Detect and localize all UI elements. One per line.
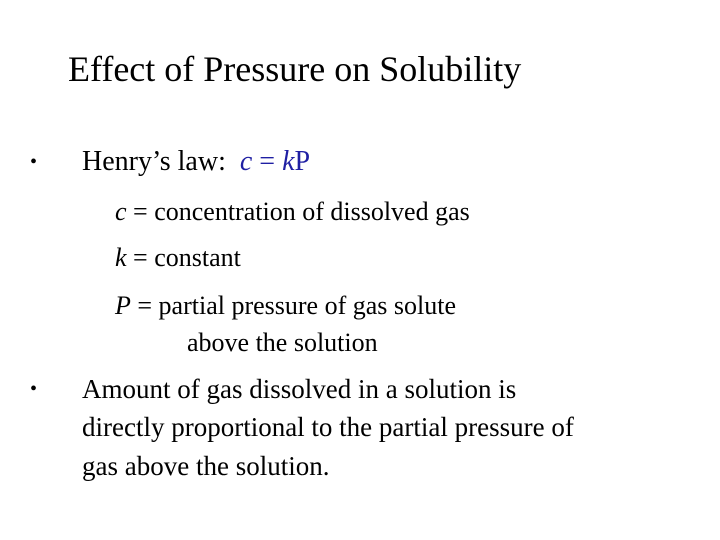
definition-symbol: c [115, 197, 127, 226]
bullet2-line: gas above the solution. [82, 451, 330, 481]
definition-text: = partial pressure of gas solute [130, 291, 457, 320]
slide-title: Effect of Pressure on Solubility [68, 49, 522, 89]
equation-c: c [239, 146, 253, 177]
bullet-icon: • [30, 151, 38, 173]
henrys-law-line [82, 146, 310, 178]
equation-k: k [282, 146, 295, 177]
bullet2-line: Amount of gas dissolved in a solution is [82, 374, 517, 404]
definition-symbol: P [115, 291, 131, 320]
henrys-law-label: Henry’s law: [82, 146, 226, 177]
equation-p: P [294, 146, 311, 177]
equation-equals: = [252, 146, 283, 177]
bullet-icon: • [30, 378, 38, 400]
definition-p [115, 290, 456, 322]
definition-c [115, 196, 470, 228]
definition-text: = concentration of dissolved gas [126, 197, 470, 226]
definition-symbol: k [115, 243, 127, 272]
definition-k [115, 242, 241, 274]
bullet2-line: directly proportional to the partial pressure of [82, 412, 574, 442]
henrys-law-equation [233, 146, 310, 177]
definition-text: = constant [126, 243, 241, 272]
definition-continuation: above the solution [187, 328, 378, 357]
